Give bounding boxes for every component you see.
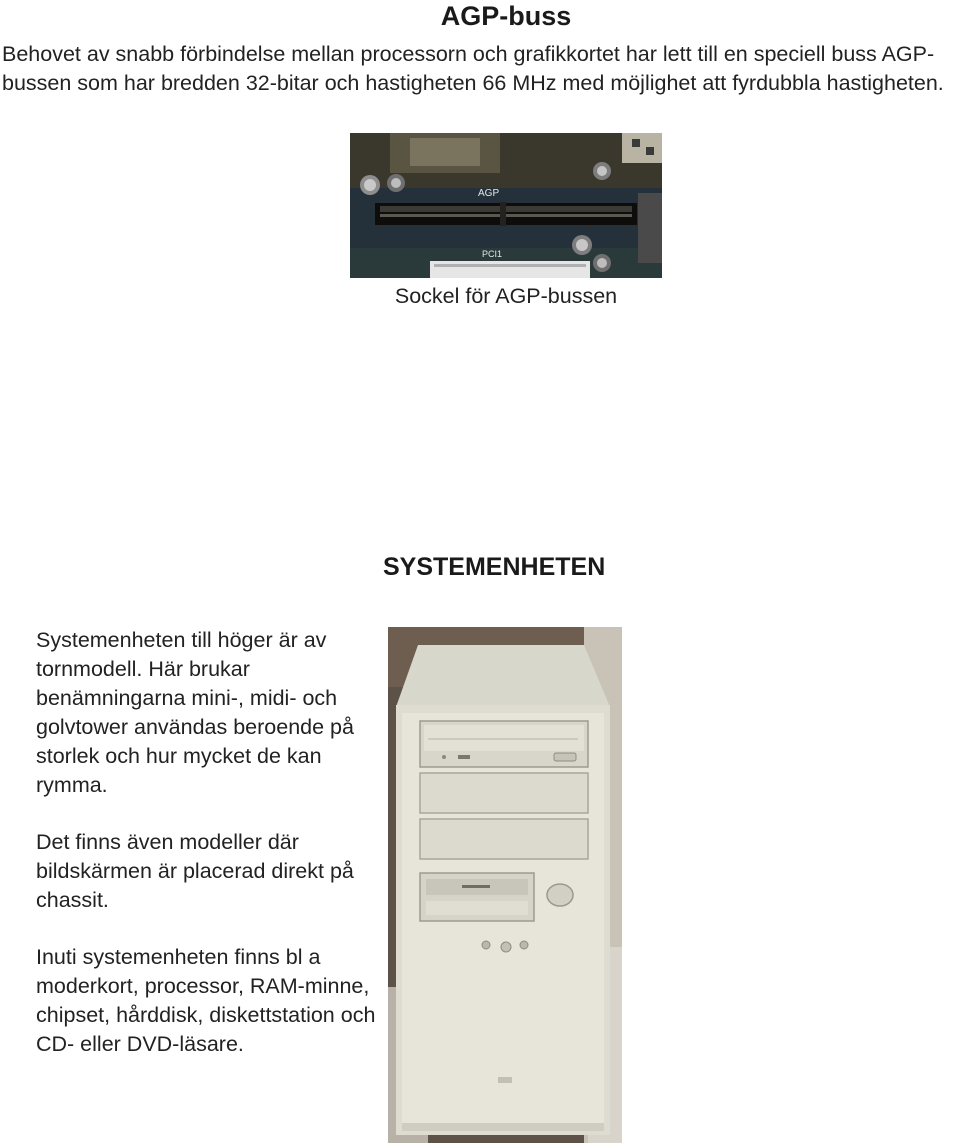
pci-slot-label: PCI1 [482,249,503,259]
agp-photo-caption: Sockel för AGP-bussen [394,284,618,308]
system-unit-paragraph: Det finns även modeller där bildskärmen är placerad direkt på chassit. [36,830,354,912]
tower-computer-photo [388,627,622,1143]
agp-slot-label: AGP [478,188,500,199]
system-unit-section-title: SYSTEMENHETEN [383,553,606,581]
agp-section-title: AGP-buss [440,1,572,31]
system-unit-paragraph: Inuti systemenheten finns bl a moderkort, processor, RAM-minne, chipset, hårddisk, diskettstation och CD- eller DVD-läsare. [36,945,376,1056]
system-unit-paragraph: Systemenheten till höger är av tornmodell. Här brukar benämningarna mini-, midi- och golvtower användas beroende på storlek och hur mycket de kan rymma. [36,628,354,797]
agp-socket-photo [350,133,662,278]
agp-intro-paragraph: Behovet av snabb förbindelse mellan processorn och grafikkortet har lett till en speciell buss AGP-bussen som har bredden 32-bitar och hastigheten 66 MHz med möjlighet att fyrdubbla hastigheten. [2,42,944,95]
